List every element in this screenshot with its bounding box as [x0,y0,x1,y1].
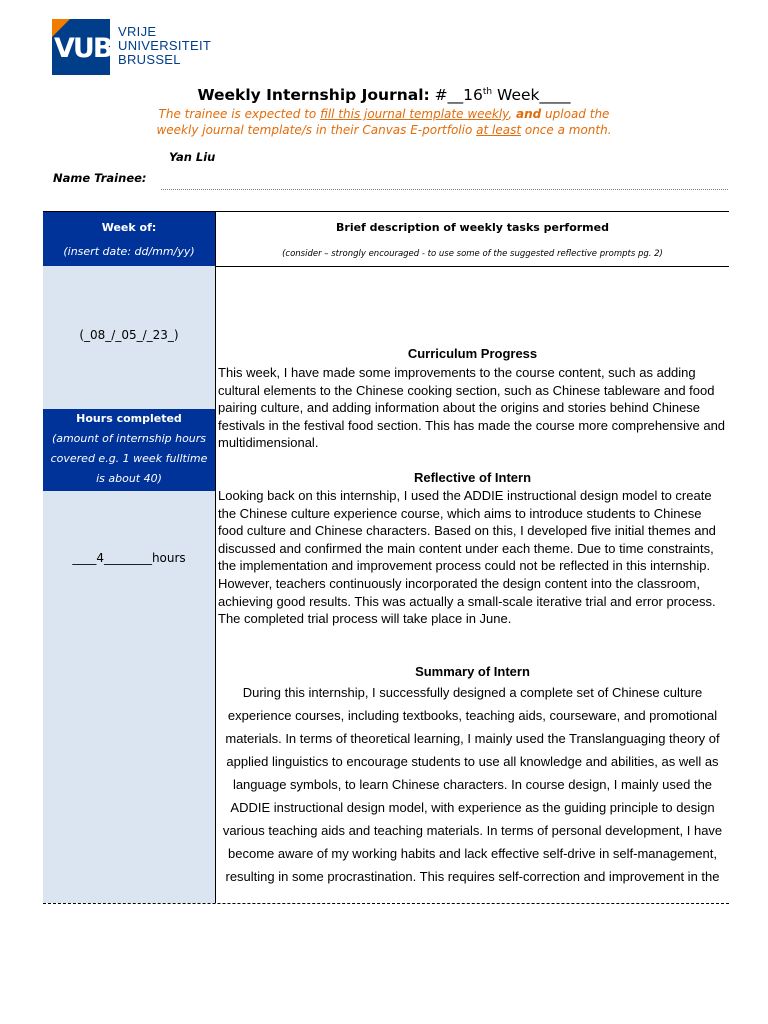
title-suffix: Week____ [492,86,571,104]
description-header-title: Brief description of weekly tasks performed [336,221,609,234]
trainee-name-underline [161,189,728,190]
curriculum-progress-title: Curriculum Progress [407,346,538,361]
page-title [0,86,768,104]
hours-hint-3: is about 40) [96,472,162,485]
instruction-link-fill: fill this journal template weekly [320,107,509,121]
logo-wordmark [118,25,211,67]
trainee-name-label: Name Trainee: [53,171,147,185]
week-of-header [43,212,215,266]
hours-completed-label: Hours completed [76,412,182,425]
curriculum-progress-text: This week, I have made some improvements to the course content, such as adding cultural elements to the Chinese cooking section, such as Chinese tableware and food pairing culture, and adding information about the origins and stories behind Chinese festivals in the festival food section. This has made the course more comprehensive and multidimensional. [218,365,726,451]
instruction-upload: upload the [541,107,610,121]
instruction-text-3: once a month. [521,123,612,137]
logo-line-3: BRUSSEL [118,52,181,67]
instruction-text: The trainee is expected to [158,107,321,121]
week-date-cell [43,266,215,409]
table-bottom-border [43,903,729,904]
instruction-bold-and: and [516,107,542,121]
instruction-line-1 [0,107,768,121]
instruction-link-atleast: at least [476,123,522,137]
week-of-hint: (insert date: dd/mm/yy) [63,245,195,258]
week-date-value: (_08_/_05_/_23_) [79,328,179,342]
instruction-comma: , [508,107,516,121]
title-prefix: #__16 [434,86,483,104]
title-sup: th [482,86,493,97]
logo-line-1: VRIJE [118,24,157,39]
instruction-line-2 [0,123,768,137]
summary-text: During this internship, I successfully designed a complete set of Chinese culture experience courses, including textbooks, teaching aids, courseware, and promotional materials. In terms of theoretical learning, I mainly used the Translanguaging theory of applied linguistics to encourage students to use all knowledge and abilities, as well as language symbols, to learn Chinese characters. In course design, I mainly used the ADDIE instructional design model, with experience as the guiding principle to design various teaching aids and teaching materials. In terms of personal development, I have become aware of my working habits and lack effective self-drive in self-management, resulting in some procrastination. This requires self-correction and improvement in the [222,685,723,884]
hours-value: ____4________hours [72,551,186,565]
logo-line-2: UNIVERSITEIT [118,38,212,53]
week-of-label: Week of: [101,221,157,234]
reflective-text: Looking back on this internship, I used the ADDIE instructional design model to create the Chinese culture experience course, which aims to introduce students to Chinese food culture and Chinese characters. Based on this, I developed five initial themes and discussed and confirmed the main content under each theme. Due to time constraints, the implementation and improvement process could not be reflected in this internship. However, teachers continuously incorporated the design content into the classroom, achieving good results. This was actually a small-scale iterative trial and error process. The completed trial process will take place in June. [218,488,716,627]
university-logo [52,19,222,75]
summary-cell [216,681,729,903]
reflective-title: Reflective of Intern [413,470,532,485]
hours-completed-header [43,409,215,491]
description-header [216,212,729,259]
logo-abbr: VUB [54,33,112,64]
hours-hint-1: (amount of internship hours [51,432,207,445]
hours-hint-2: covered e.g. 1 week fulltime [50,452,208,465]
description-header-hint: (consider – strongly encouraged - to use some of the suggested reflective prompts pg. 2) [282,249,663,259]
trainee-name-value: Yan Liu [169,150,216,164]
hours-value-cell [43,491,215,903]
table-header-divider [215,266,729,267]
summary-title: Summary of Intern [415,664,530,679]
title-bold: Weekly Internship Journal: [197,86,430,104]
instruction-text-2: weekly journal template/s in their Canvas E-portfolio [156,123,477,137]
